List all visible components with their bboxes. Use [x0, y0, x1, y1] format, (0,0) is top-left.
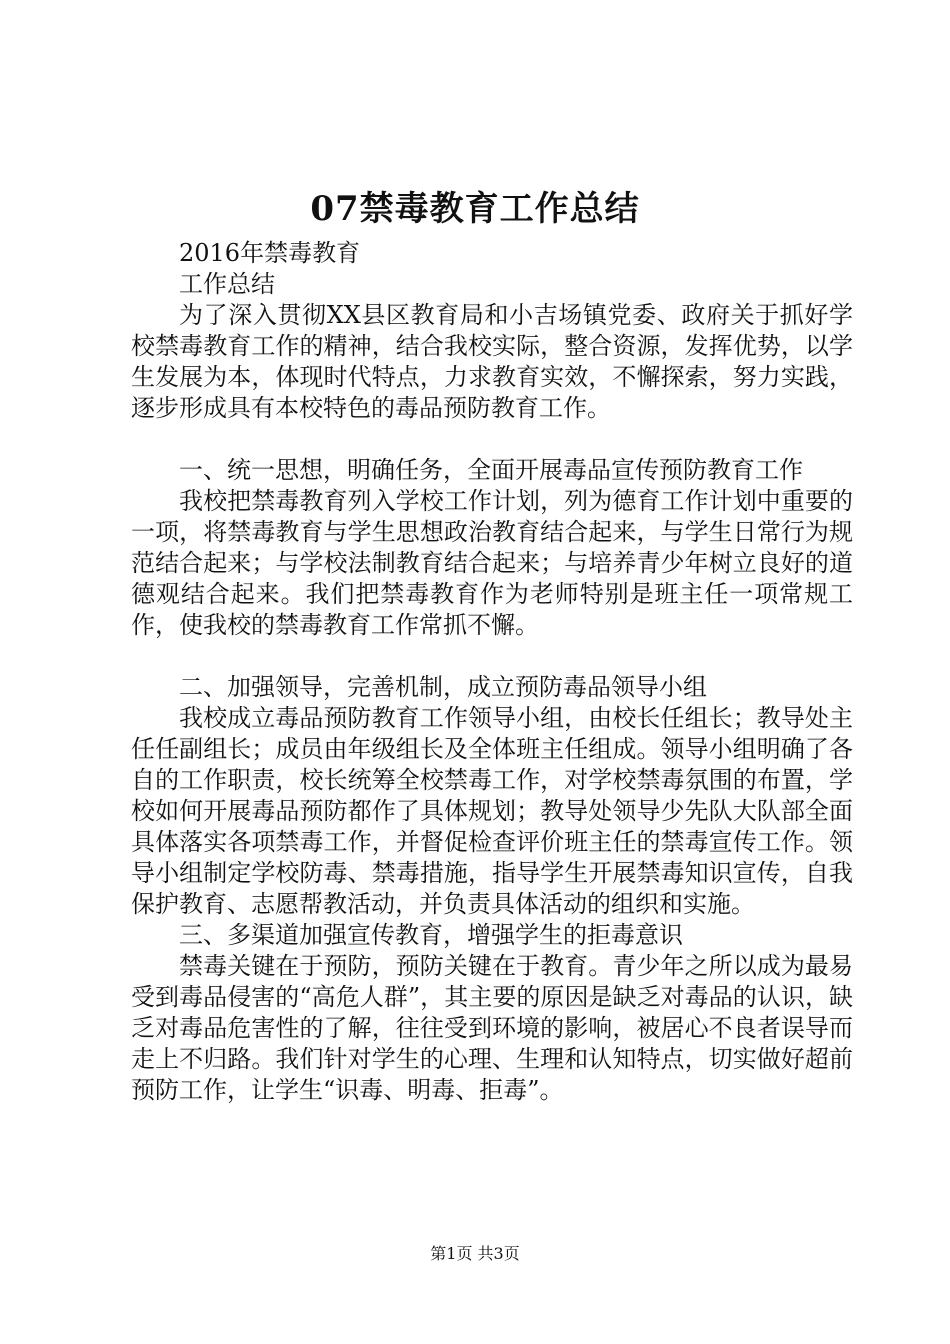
section-paragraph-3: 禁毒关键在于预防，预防关键在于教育。青少年之所以成为最易受到毒品侵害的“高危人群”，其主要的原因是缺乏对毒品的认识，缺乏对毒品危害性的了解，往往受到环境的影响，被居心不良者误导而走上不归路。我们针对学生的心理、生理和认知特点，切实做好超前预防工作，让学生“识毒、明毒、拒毒”。: [131, 952, 853, 1104]
section-heading-2: 二、加强领导，完善机制，成立预防毒品领导小组: [179, 673, 707, 701]
document-title: 07禁毒教育工作总结: [310, 189, 640, 229]
intro-paragraph: 为了深入贯彻XX县区教育局和小吉场镇党委、政府关于抓好学校禁毒教育工作的精神，结合我校实际，整合资源，发挥优势，以学生发展为本，体现时代特点，力求教育实效，不懈探索，努力实践，逐步形成具有本校特色的毒品预防教育工作。: [131, 301, 853, 422]
section-paragraph-1: 我校把禁毒教育列入学校工作计划，列为德育工作计划中重要的一项，将禁毒教育与学生思想政治教育结合起来，与学生日常行为规范结合起来；与学校法制教育结合起来；与培养青少年树立良好的道德观结合起来。我们把禁毒教育作为老师特别是班主任一项常规工作，使我校的禁毒教育工作常抓不懈。: [131, 487, 853, 639]
section-paragraph-2: 我校成立毒品预防教育工作领导小组，由校长任组长；教导处主任任副组长；成员由年级组长及全体班主任组成。领导小组明确了各自的工作职责，校长统筹全校禁毒工作，对学校禁毒氛围的布置，学校如何开展毒品预防都作了具体规划；教导处领导少先队大队部全面具体落实各项禁毒工作，并督促检查评价班主任的禁毒宣传工作。领导小组制定学校防毒、禁毒措施，指导学生开展禁毒知识宣传，自我保护教育、志愿帮教活动，并负责具体活动的组织和实施。: [131, 704, 853, 918]
section-heading-1: 一、统一思想，明确任务，全面开展毒品宣传预防教育工作: [179, 456, 803, 484]
subtitle-year: 2016年禁毒教育: [179, 239, 361, 267]
subtitle-summary: 工作总结: [179, 270, 275, 298]
section-heading-3: 三、多渠道加强宣传教育，增强学生的拒毒意识: [179, 921, 683, 949]
document-body: [131, 238, 853, 1106]
page-number: 第1页 共3页: [430, 1244, 520, 1263]
